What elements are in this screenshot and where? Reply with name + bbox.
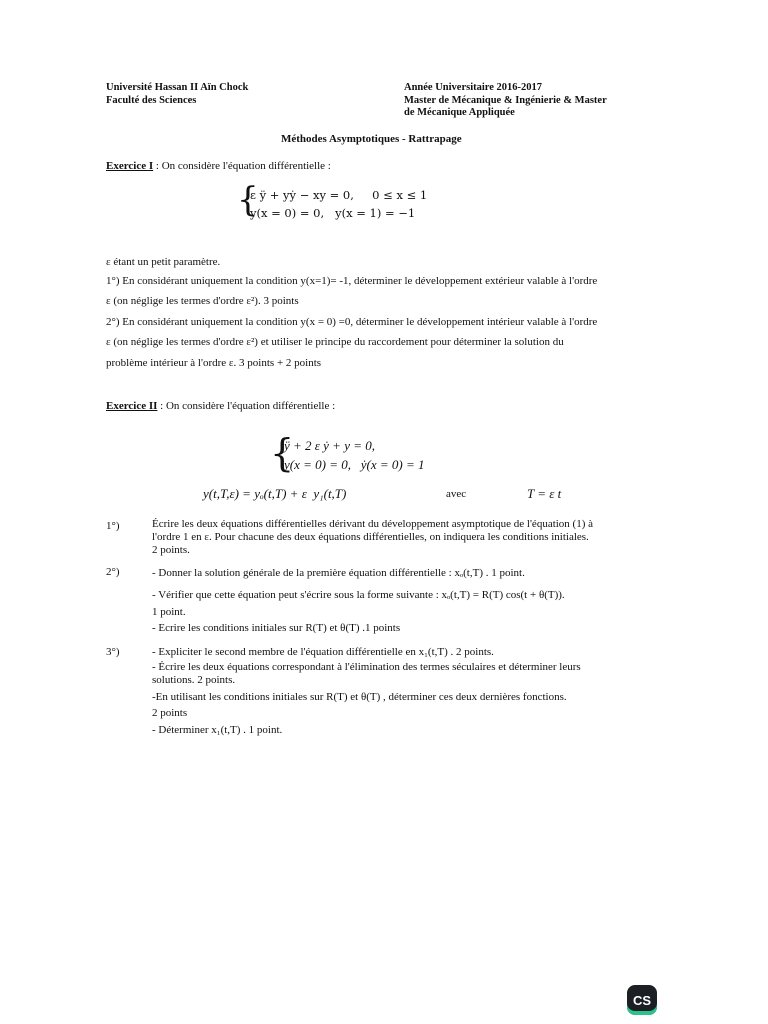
ex2-q2-line-1: - Donner la solution générale de la première équation différentielle : xₒ(t,T) . 1 point.: [152, 567, 525, 579]
academic-year: Année Universitaire 2016-2017: [404, 82, 543, 93]
ex2-q1: [152, 518, 593, 557]
ex1-q1-line-2: ε (on néglige les termes d'ordre ε²). 3 points: [106, 295, 299, 307]
camscanner-logo-icon: CS: [627, 985, 657, 1015]
ex2-brace: {: [270, 431, 295, 475]
ex1-label: Exercice I: [106, 160, 154, 172]
ex2-q2: [152, 564, 565, 638]
university-header: [106, 82, 248, 107]
ex2-q3-line-2: - Écrire les deux équations correspondant à l'élimination des termes séculaires et déterminer leurs: [152, 661, 581, 673]
faculty-name: Faculté des Sciences: [106, 94, 197, 106]
ex2-q3-line-1: - Expliciter le second membre de l'équation différentielle en x₁(t,T) . 2 points.: [152, 646, 494, 658]
ex2-equation: [284, 438, 425, 473]
ex1-q2-line-2: ε (on néglige les termes d'ordre ε²) et utiliser le principe du raccordement pour déterminer la solution du: [106, 336, 564, 348]
ex2-q3-line-4: -En utilisant les conditions initiales sur R(T) et θ(T) , déterminer ces deux dernières fonctions.: [152, 691, 567, 703]
ex2-label: Exercice II: [106, 400, 158, 412]
ex2-equation-line-2: y(x = 0) = 0, ẏ(x = 0) = 1: [284, 457, 425, 472]
university-name: Université Hassan II Aïn Chock: [106, 82, 249, 93]
ex1-intro-text: : On considère l'équation différentielle :: [153, 160, 331, 172]
ex1-intro: [106, 160, 331, 173]
ex2-q1-number: 1°): [106, 520, 120, 532]
ex2-q3-line-3: solutions. 2 points.: [152, 674, 236, 686]
ex2-q2-number: 2°): [106, 566, 120, 578]
ex2-q3-line-5: 2 points: [152, 707, 188, 719]
ex2-intro-text: : On considère l'équation différentielle :: [157, 400, 336, 412]
ex1-brace: {: [237, 180, 259, 220]
ex2-intro: [106, 400, 335, 413]
master-line-1: Master de Mécanique & Ingénierie & Master: [404, 94, 607, 106]
ex2-q3-number: 3°): [106, 646, 120, 658]
master-line-2: de Mécanique Appliquée: [404, 107, 515, 118]
ex2-q3: [152, 643, 581, 740]
ex1-equation-line-2: y(x = 0) = 0, y(x = 1) = −1: [250, 206, 416, 220]
ex1-q1-line-1: 1°) En considérant uniquement la condition y(x=1)= -1, déterminer le développement extérieur valable à l'ordre: [106, 275, 598, 287]
page-title: Méthodes Asymptotiques - Rattrapage: [281, 133, 462, 145]
ex2-q1-line-3: 2 points.: [152, 544, 190, 556]
ex2-q1-line-2: l'ordre 1 en ε. Pour chacune des deux équations différentielles, on indiquera les conditions initiales.: [152, 531, 589, 543]
ex2-equation-line-1: ÿ + 2 ε ẏ + y = 0,: [284, 438, 375, 453]
program-header: [404, 82, 607, 120]
ex1-param-note: ε étant un petit paramètre.: [106, 256, 221, 268]
ex2-q2-line-4: - Ecrire les conditions initiales sur R(T) et θ(T) .1 points: [152, 622, 401, 634]
ex2-q1-line-1: Écrire les deux équations différentielles dérivant du développement asymptotique de l'équation (1) à: [152, 518, 594, 530]
ex1-equation: [250, 188, 427, 220]
ex2-expansion: y(t,T,ε) = yₒ(t,T) + ε y₁(t,T): [203, 486, 347, 501]
ex1-equation-line-1: ε ÿ + yẏ − xy = 0, 0 ≤ x ≤ 1: [250, 188, 428, 202]
ex2-q2-line-2: - Vérifier que cette équation peut s'écrire sous la forme suivante : xₒ(t,T) = R(T) cos(t + θ(T)).: [152, 589, 565, 601]
ex2-q2-line-3: 1 point.: [152, 606, 186, 618]
ex2-avec: avec: [446, 488, 467, 500]
ex1-q2-line-3: problème intérieur à l'ordre ε. 3 points + 2 points: [106, 357, 322, 369]
ex2-q3-line-6: - Déterminer x₁(t,T) . 1 point.: [152, 724, 283, 736]
ex1-q2-line-1: 2°) En considérant uniquement la condition y(x = 0) =0, déterminer le développement intérieur valable à l'ordre: [106, 316, 598, 328]
ex2-t-definition: T = ε t: [527, 486, 562, 501]
